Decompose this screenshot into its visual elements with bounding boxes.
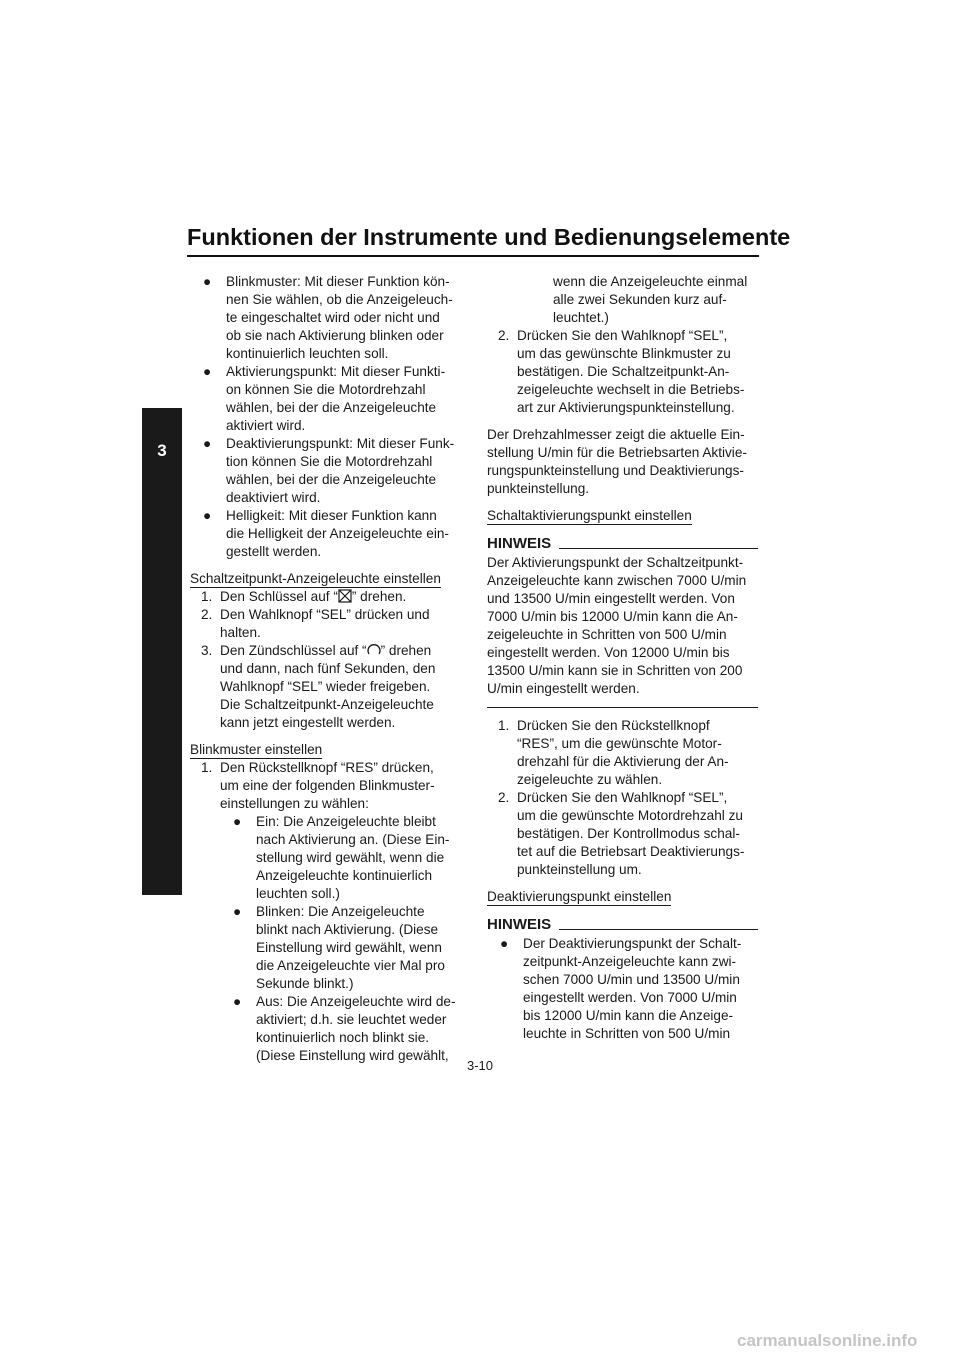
list-item (190, 273, 466, 363)
text-line: Drücken Sie den Rückstellknopf (517, 718, 710, 733)
text-line: Blinken: Die Anzeigeleuchte (256, 904, 425, 919)
step-number: 2. (201, 607, 213, 622)
left-column (190, 273, 466, 1065)
text-line: eingestellt werden. Von 12000 U/min bis (487, 645, 730, 660)
text-line: ob sie nach Aktivierung blinken oder (226, 328, 444, 343)
text-line: nen Sie wählen, ob die Anzeigeleuch- (226, 292, 453, 307)
text-line: 13500 U/min kann sie in Schritten von 200 (487, 663, 743, 678)
text-line: Sekunde blinkt.) (256, 976, 354, 991)
text-line: tet auf die Betriebsart Deaktivierungs- (517, 844, 745, 859)
text-line: Den Rückstellknopf “RES” drücken, (220, 760, 434, 775)
text-line: gestellt werden. (226, 544, 322, 559)
text-line: Drücken Sie den Wahlknopf “SEL”, (517, 790, 728, 805)
section-heading: Schaltaktivierungspunkt einstellen (487, 508, 692, 523)
text-line: stellung wird gewählt, wenn die (256, 850, 445, 865)
text-line: die Helligkeit der Anzeigeleuchte ein- (226, 526, 449, 541)
right-column (487, 273, 763, 1043)
text-line: art zur Aktivierungspunkteinstellung. (517, 400, 735, 415)
text-line: U/min eingestellt werden. (487, 681, 640, 696)
text-line: Anzeigeleuchte kann zwischen 7000 U/min (487, 573, 747, 588)
text-line: und 13500 U/min eingestellt werden. Von (487, 591, 735, 606)
text-line: aktiviert; d.h. sie leuchtet weder (256, 1012, 447, 1027)
list-item (190, 507, 466, 561)
hinweis-rule (559, 548, 758, 549)
text-line: drehzahl für die Aktivierung der An- (517, 754, 729, 769)
text-fragment: Den Schlüssel auf “ (220, 589, 338, 604)
text-line: alle zwei Sekunden kurz auf- (553, 292, 727, 307)
step-number: 2. (498, 328, 510, 343)
bullet-icon: ● (500, 936, 509, 951)
list-item (190, 903, 466, 993)
list-item (190, 435, 466, 507)
section-heading: Schaltzeitpunkt-Anzeigeleuchte einstellen (190, 571, 441, 586)
text-line: Der Deaktivierungspunkt der Schalt- (523, 936, 742, 951)
text-line: leuchten soll.) (256, 886, 340, 901)
section-heading: Blinkmuster einstellen (190, 742, 323, 757)
step-item (487, 327, 763, 417)
text-line: (Diese Einstellung wird gewählt, (256, 1048, 449, 1063)
text-fragment: ” drehen. (351, 589, 407, 604)
text-line: wenn die Anzeigeleuchte einmal (553, 274, 748, 289)
hinweis-rule (559, 929, 758, 930)
text-line: Blinkmuster: Mit dieser Funktion kön- (226, 274, 450, 289)
list-item-continuation (487, 273, 763, 327)
text-line: Wahlknopf “SEL” wieder freigeben. (220, 679, 431, 694)
step-item (190, 642, 466, 732)
bullet-icon: ● (233, 994, 242, 1009)
text-fragment: Den Zündschlüssel auf “ (220, 643, 367, 658)
text-line: tion können Sie die Motordrehzahl (226, 454, 433, 469)
text-line: 7000 U/min bis 12000 U/min kann die An- (487, 609, 738, 624)
text-line: Anzeigeleuchte kontinuierlich (256, 868, 433, 883)
title-rule (187, 255, 759, 257)
text-line: leuchte in Schritten von 500 U/min (523, 1026, 731, 1041)
text-line: kontinuierlich noch blinkt sie. (256, 1030, 430, 1045)
text-line: bestätigen. Die Schaltzeitpunkt-An- (517, 364, 730, 379)
text-line: um das gewünschte Blinkmuster zu (517, 346, 731, 361)
list-item (190, 993, 466, 1065)
page-title: Funktionen der Instrumente und Bedienungselemente (187, 224, 791, 250)
section-heading: Deaktivierungspunkt einstellen (487, 889, 672, 904)
text-line: Aus: Die Anzeigeleuchte wird de- (256, 994, 456, 1009)
step-number: 1. (201, 760, 213, 775)
text-line: Aktivierungspunkt: Mit dieser Funkti- (226, 364, 446, 379)
text-line: te eingeschaltet wird oder nicht und (226, 310, 440, 325)
text-line: Den Wahlknopf “SEL” drücken und (220, 607, 430, 622)
text-line: halten. (220, 625, 261, 640)
hinweis-body (487, 554, 763, 698)
text-line: “RES”, um die gewünschte Motor- (517, 736, 722, 751)
text-line: zeigeleuchte zu wählen. (517, 772, 663, 787)
text-line: bestätigen. Der Kontrollmodus schal- (517, 826, 740, 841)
text-line: Ein: Die Anzeigeleuchte bleibt (256, 814, 436, 829)
text-line: leuchtet.) (553, 310, 609, 325)
text-line: Drücken Sie den Wahlknopf “SEL”, (517, 328, 728, 343)
step-item (190, 588, 466, 606)
text-line: punkteinstellung. (487, 481, 590, 496)
text-line: zeitpunkt-Anzeigeleuchte kann zwi- (523, 954, 737, 969)
step-number: 2. (498, 790, 510, 805)
text-line: und dann, nach fünf Sekunden, den (220, 661, 436, 676)
step-number: 3. (201, 643, 213, 658)
bullet-icon: ● (233, 904, 242, 919)
chapter-tab (142, 408, 182, 895)
step-item (190, 606, 466, 642)
bullet-icon: ● (203, 364, 212, 379)
hinweis-header (487, 915, 763, 935)
text-line: kontinuierlich leuchten soll. (226, 346, 389, 361)
text-line: wählen, bei der die Anzeigeleuchte (226, 400, 437, 415)
text-line: schen 7000 U/min und 13500 U/min (523, 972, 740, 987)
text-fragment: ” drehen (380, 643, 432, 658)
text-line: um eine der folgenden Blinkmuster- (220, 778, 435, 793)
text-line: zeigeleuchte in Schritten von 500 U/min (487, 627, 727, 642)
text-line: rungspunkteinstellung und Deaktivierungs- (487, 463, 744, 478)
hinweis-end-rule (487, 707, 758, 708)
text-line: punkteinstellung um. (517, 862, 642, 877)
text-line: blinkt nach Aktivierung. (Diese (256, 922, 439, 937)
hinweis-label: HINWEIS (487, 535, 552, 552)
step-item (487, 717, 763, 789)
text-line: bis 12000 U/min kann die Anzeige- (523, 1008, 734, 1023)
text-line: zeigeleuchte wechselt in die Betriebs- (517, 382, 745, 397)
chapter-number: 3 (157, 441, 167, 460)
hinweis-header (487, 534, 763, 554)
text-line: einstellungen zu wählen: (220, 796, 369, 811)
text-line: eingestellt werden. Von 7000 U/min (523, 990, 737, 1005)
list-item (190, 363, 466, 435)
paragraph (487, 426, 763, 498)
text-line: Einstellung wird gewählt, wenn (256, 940, 442, 955)
watermark: carmanualsonline.info (737, 1331, 918, 1350)
list-item (190, 813, 466, 903)
text-line: kann jetzt eingestellt werden. (220, 715, 396, 730)
step-number: 1. (201, 589, 213, 604)
bullet-icon: ● (233, 814, 242, 829)
text-line: Helligkeit: Mit dieser Funktion kann (226, 508, 437, 523)
text-line: die Anzeigeleuchte vier Mal pro (256, 958, 445, 973)
text-line: stellung U/min für die Betriebsarten Aktivie- (487, 445, 747, 460)
text-line: nach Aktivierung an. (Diese Ein- (256, 832, 450, 847)
hinweis-label: HINWEIS (487, 916, 552, 933)
text-line: Der Drehzahlmesser zeigt die aktuelle Ein- (487, 427, 745, 442)
list-item (487, 935, 763, 1043)
text-line: Die Schaltzeitpunkt-Anzeigeleuchte (220, 697, 434, 712)
text-line: um die gewünschte Motordrehzahl zu (517, 808, 743, 823)
text-line: wählen, bei der die Anzeigeleuchte (226, 472, 437, 487)
text-line: deaktiviert wird. (226, 490, 321, 505)
bullet-icon: ● (203, 274, 212, 289)
text-line: Deaktivierungspunkt: Mit dieser Funk- (226, 436, 455, 451)
step-number: 1. (498, 718, 510, 733)
text-line: Der Aktivierungspunkt der Schaltzeitpunkt- (487, 555, 744, 570)
bullet-icon: ● (203, 436, 212, 451)
step-item (487, 789, 763, 879)
step-item (190, 759, 466, 813)
bullet-icon: ● (203, 508, 212, 523)
text-line: on können Sie die Motordrehzahl (226, 382, 426, 397)
page-number: 3-10 (466, 1058, 494, 1073)
text-line: aktiviert wird. (226, 418, 306, 433)
